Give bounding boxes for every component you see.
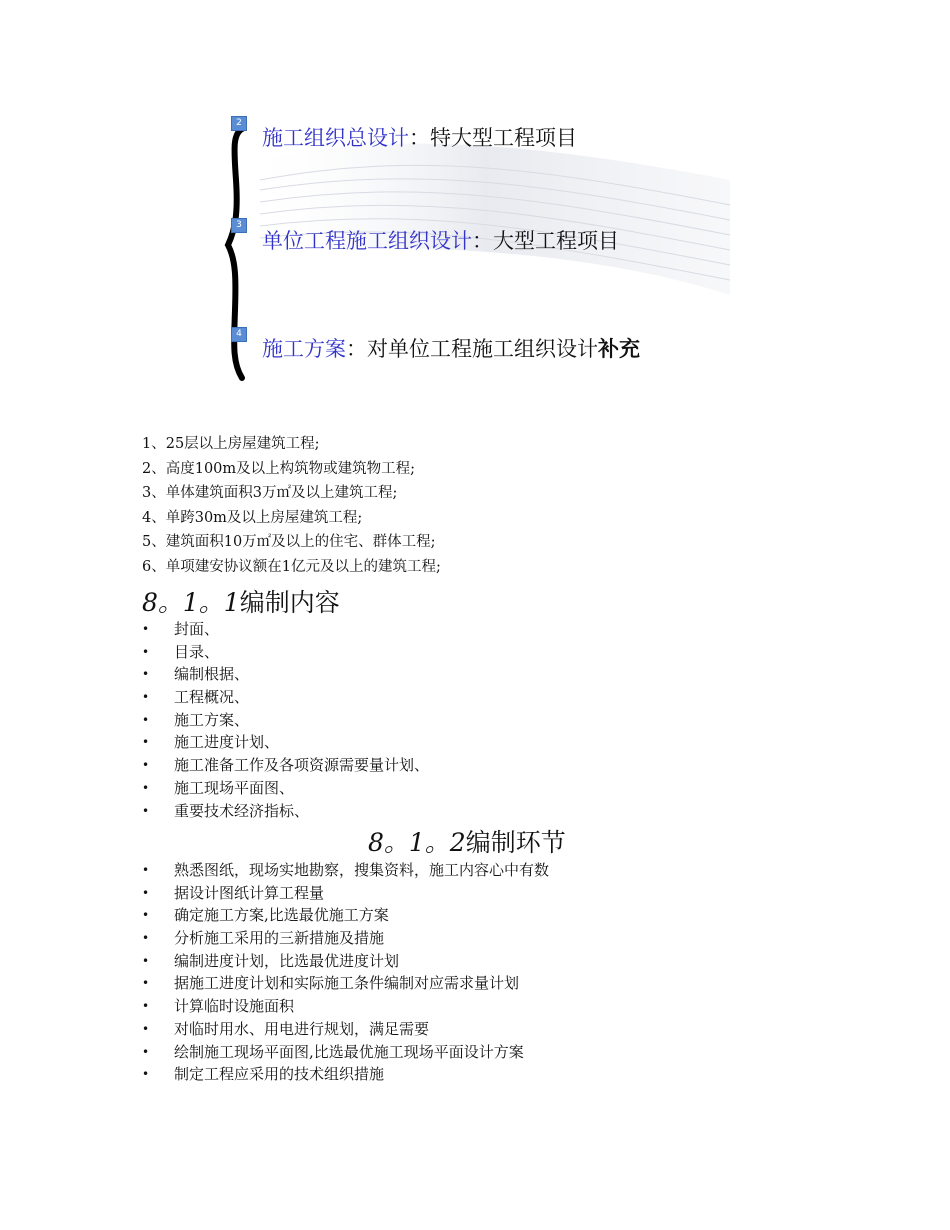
diagram-row	[262, 333, 640, 363]
bullet-icon: •	[142, 622, 150, 636]
bullet-icon: •	[142, 863, 150, 877]
bullet-icon: •	[142, 780, 150, 795]
bullet-icon: •	[142, 1067, 150, 1082]
bullet-icon: •	[142, 885, 150, 900]
list-item: 5、建筑面积10万㎡及以上的住宅、群体工程;	[142, 534, 436, 550]
diagram-description: 对单位工程施工组织设计	[367, 337, 598, 361]
bullet-icon: •	[142, 735, 150, 750]
row-number-badge: 3	[231, 218, 247, 233]
diagram-row	[262, 122, 577, 152]
curly-brace	[220, 110, 260, 385]
diagram-separator: ：	[472, 229, 493, 253]
diagram-description: 大型工程项目	[493, 229, 619, 253]
section-title: 编制环节	[465, 828, 566, 857]
diagram-term: 单位工程施工组织设计	[262, 229, 472, 253]
section-heading-content	[142, 583, 340, 619]
diagram-row	[262, 225, 619, 255]
list-item: 2、高度100m及以上构筑物或建筑物工程;	[142, 460, 416, 477]
section-number: 8。1。2	[368, 828, 466, 857]
diagram-separator: ：	[409, 126, 430, 150]
section-number: 8。1。1	[142, 588, 240, 617]
bullet-icon: •	[142, 1044, 150, 1059]
list-item: 3、单体建筑面积3万㎡及以上建筑工程;	[142, 485, 398, 501]
diagram-term: 施工方案	[262, 337, 346, 361]
row-number-badge: 2	[231, 116, 247, 131]
bullet-icon: •	[142, 908, 150, 923]
diagram-description: 特大型工程项目	[430, 126, 577, 150]
bullet-icon: •	[142, 667, 150, 682]
list-item: 1、25层以上房屋建筑工程;	[142, 436, 320, 452]
diagram-separator: ：	[346, 337, 367, 361]
project-scope-list	[142, 432, 441, 579]
bullet-icon: •	[142, 803, 150, 818]
section-title: 编制内容	[239, 588, 340, 617]
bullet-icon: •	[142, 953, 150, 968]
list-item: 4、单跨30m及以上房屋建筑工程;	[142, 509, 363, 526]
bullet-icon: •	[142, 976, 150, 991]
bullet-icon: •	[142, 931, 150, 946]
bullet-icon: •	[142, 1021, 150, 1036]
bullet-icon: •	[142, 644, 150, 659]
list-item: 6、单项建安协议额在1亿元及以上的建筑工程;	[142, 558, 441, 575]
bullet-icon: •	[142, 758, 150, 773]
diagram-term: 施工组织总设计	[262, 126, 409, 150]
bullet-icon: •	[142, 690, 150, 705]
bullet-icon: •	[142, 999, 150, 1014]
diagram-description-emphasis: 补充	[598, 336, 640, 361]
bullet-icon: •	[142, 712, 150, 727]
section-heading-steps	[368, 823, 566, 859]
construction-design-diagram	[220, 110, 740, 385]
row-number-badge: 4	[231, 327, 247, 342]
